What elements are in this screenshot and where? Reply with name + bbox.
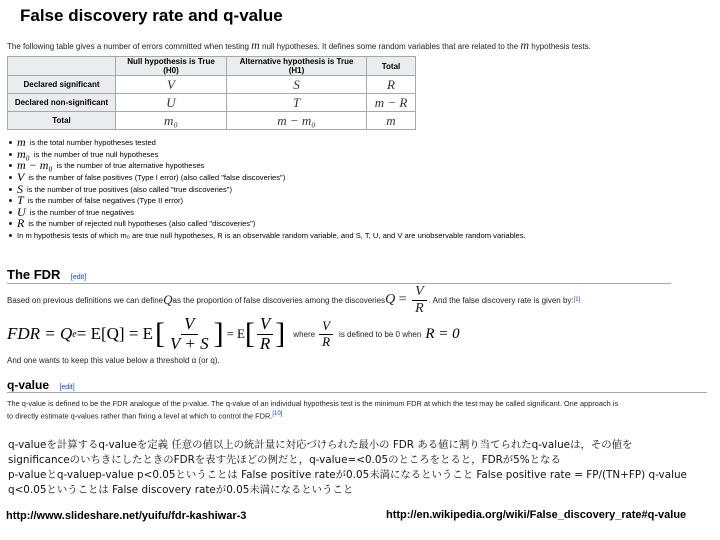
qvalue-edit-link[interactable]: [edit] <box>59 384 75 391</box>
intro-var-m: m <box>251 38 260 52</box>
bullet-symbol: S <box>17 181 23 196</box>
fdr-def-b: as the proportion of false discoveries among the discoveries <box>172 295 386 305</box>
jp-note-line3: p-valueとq-valuep-value p<0.05ということは False positive rateが0.05未満になるということ False positive rate = FP/(TN+FP) q-value <box>8 469 687 481</box>
bullet-text: is the number of true alternative hypotheses <box>56 161 205 171</box>
table-header-alt: Alternative hypothesis is True (H1) <box>227 57 367 76</box>
table-cell: R <box>367 76 416 94</box>
fdr-definition <box>7 286 580 314</box>
jp-note-line4: q<0.05ということは False discovery rateが0.05未満になるということ <box>8 484 354 496</box>
bullet-symbol: m − m₀ <box>17 158 53 173</box>
table-header-corner <box>8 57 116 76</box>
definition-list <box>7 137 526 241</box>
bullet-text: is the number of true positives (also called "true discoveries") <box>27 184 233 194</box>
fdr-threshold-text: And one wants to keep this value below a threshold α (or q). <box>7 356 220 365</box>
qvalue-citation[interactable]: [10] <box>272 411 283 417</box>
bullet-icon <box>9 211 12 214</box>
fdr-def-a: Based on previous definitions we can define <box>7 295 164 305</box>
table-row <box>8 112 416 130</box>
list-item <box>7 230 526 242</box>
bullet-text: is the number of true negatives <box>29 207 134 217</box>
table-header-null: Null hypothesis is True (H0) <box>116 57 227 76</box>
list-item <box>7 204 526 219</box>
list-item <box>7 218 526 230</box>
bullet-text: is the number of true null hypotheses <box>33 149 159 159</box>
footer-slideshare-url[interactable]: http://www.slideshare.net/yuifu/fdr-kashiwar-3 <box>6 510 247 522</box>
table-row <box>8 76 416 94</box>
list-item <box>7 183 526 195</box>
bullet-icon <box>9 153 12 156</box>
bullet-text: is the total number hypotheses tested <box>29 138 156 148</box>
table-cell: m − m₀ <box>227 112 367 130</box>
fdr-heading: The FDR <box>7 267 61 282</box>
bullet-icon <box>9 188 12 191</box>
qvalue-text-line2 <box>7 411 282 420</box>
where-condition: R = 0 <box>425 325 460 342</box>
intro-var-m2: m <box>520 38 530 52</box>
bullet-text: In m hypothesis tests of which m₀ are true null hypotheses, R is an observable random variable, and S, T, U, and V are unobservable random variables. <box>17 231 526 241</box>
table-cell: m − R <box>367 94 416 112</box>
table-row-label: Declared significant <box>8 76 116 94</box>
bullet-text: is the number of rejected null hypotheses (also called "discoveries") <box>28 219 256 229</box>
slide-title: False discovery rate and q-value <box>20 6 283 25</box>
bullet-text: is the number of false positives (Type I error) (also called "false discoveries") <box>28 173 286 183</box>
table-cell: S <box>227 76 367 94</box>
section-divider <box>7 283 671 284</box>
bullet-symbol: m <box>17 135 26 150</box>
q-equals-v-over-r: Q = $\frac{V}{R}$ <box>385 284 429 316</box>
bullet-symbol: R <box>17 216 25 231</box>
table-row <box>8 94 416 112</box>
bullet-icon <box>9 222 12 225</box>
bullet-icon <box>9 234 12 237</box>
intro-text-b: null hypotheses. It defines some random variables that are related to the <box>259 42 521 51</box>
fdr-formula: FDR = Q e = E[Q] = E [ $\frac{V}{V + S}$ ] = E [ $\frac{V}{R}$ ] where $\frac{V}{R}$ is defined to be 0 when R = 0 <box>7 313 460 353</box>
jp-note-line2: significanceのいちきにしたときのFDRを表す先ほどの例だと，q-value=<0.05のところをとると，FDRが5%となる <box>8 454 561 466</box>
qvalue-text-line2-body: to directly estimate q-values rather than fixing a level at which to control the FDR. <box>7 411 273 421</box>
qvalue-text-line1: The q-value is defined to be the FDR analogue of the p-value. The q-value of an individual hypothesis test is the minimum FDR at which the test may be called significant. One approach is <box>7 399 619 408</box>
fdr-def-q: Q <box>163 292 173 307</box>
formula-expectation: = E[Q] = E <box>76 324 154 343</box>
list-item <box>7 146 526 161</box>
table-row-label: Declared non-significant <box>8 94 116 112</box>
table-cell: m₀ <box>116 112 227 130</box>
list-item <box>7 172 526 184</box>
errors-table <box>7 56 416 130</box>
intro-text-a: The following table gives a number of errors committed when testing <box>7 42 252 51</box>
qvalue-heading: q-value <box>7 378 50 392</box>
formula-lhs: FDR = Q <box>7 324 73 343</box>
bullet-icon <box>9 199 12 202</box>
footer-wikipedia-url[interactable]: http://en.wikipedia.org/wiki/False_discovery_rate#q-value <box>386 509 687 521</box>
table-row-label: Total <box>8 112 116 130</box>
jp-note-line1: q-valueを計算するq-valueを定義 任意の値以上の統計量に対応づけられた最小の FDR ある値に割り当てられたq-valueは，その値を <box>8 439 633 451</box>
bullet-symbol: V <box>17 170 25 185</box>
bullet-icon <box>9 176 12 179</box>
fdr-edit-link[interactable]: [edit] <box>70 274 87 281</box>
table-header-row <box>8 57 416 76</box>
table-header-total: Total <box>367 57 416 76</box>
table-cell: m <box>367 112 416 130</box>
list-item <box>7 137 526 149</box>
fdr-def-c: . And the false discovery rate is given by: <box>428 295 574 305</box>
where-text-b: is defined to be 0 when <box>339 329 422 339</box>
table-cell: U <box>116 94 227 112</box>
where-text: where <box>293 329 316 339</box>
bullet-symbol: U <box>17 204 26 219</box>
fdr-citation[interactable]: [1] <box>573 297 581 303</box>
table-cell: T <box>227 94 367 112</box>
formula-subscript: e <box>72 328 77 340</box>
list-item <box>7 160 526 172</box>
bullet-icon <box>9 164 12 167</box>
bullet-icon <box>9 141 12 144</box>
list-item <box>7 195 526 207</box>
intro-text <box>7 38 591 53</box>
table-cell: V <box>116 76 227 94</box>
bullet-text: is the number of false negatives (Type II error) <box>27 196 184 206</box>
bullet-symbol: T <box>17 193 24 208</box>
fdr-heading-row <box>7 266 86 284</box>
bullet-symbol: m₀ <box>17 146 30 161</box>
section-divider <box>7 392 707 393</box>
intro-text-c: hypothesis tests. <box>529 42 591 51</box>
